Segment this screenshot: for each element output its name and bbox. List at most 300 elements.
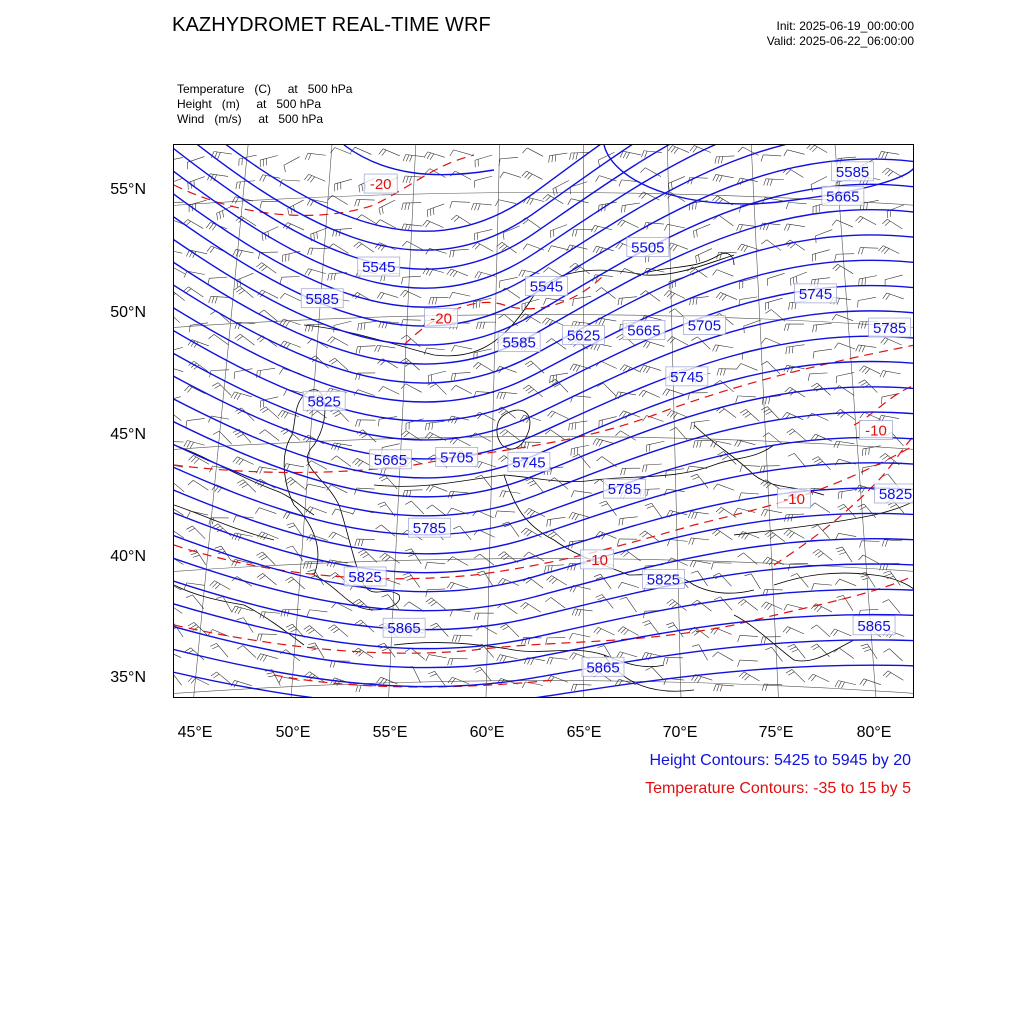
- barb-shaft: [599, 417, 617, 421]
- temperature-contours: [174, 155, 914, 687]
- barb-feather: [286, 464, 289, 470]
- barb-feather: [670, 427, 676, 430]
- wind-barb: [448, 557, 469, 566]
- wind-barb: [882, 600, 900, 614]
- wind-barb: [862, 464, 880, 474]
- barb-shaft: [263, 573, 277, 584]
- barb-feather: [332, 603, 337, 608]
- barb-feather: [572, 654, 576, 660]
- weather-map[interactable]: [173, 144, 914, 698]
- barb-shaft: [838, 533, 856, 536]
- wind-barb: [713, 174, 734, 182]
- barb-feather: [503, 656, 506, 662]
- barb-feather: [769, 560, 773, 565]
- barb-feather: [596, 457, 601, 461]
- barb-feather: [591, 225, 594, 231]
- wind-barb: [786, 345, 805, 354]
- barb-feather: [430, 209, 431, 216]
- barb-feather: [788, 672, 794, 676]
- barb-feather: [522, 637, 524, 644]
- barb-shaft: [503, 604, 518, 614]
- barb-feather: [549, 577, 554, 582]
- barb-feather: [218, 152, 221, 158]
- barb-shaft: [573, 684, 591, 685]
- barb-feather: [376, 525, 382, 529]
- barb-feather: [841, 492, 842, 499]
- barb-feather: [500, 624, 506, 627]
- barb-feather: [784, 150, 787, 156]
- barb-feather: [765, 397, 766, 404]
- barb-feather: [427, 210, 428, 217]
- barb-feather: [862, 578, 869, 580]
- barb-feather: [670, 293, 675, 298]
- barb-feather: [405, 575, 412, 577]
- temperature-contour: [854, 385, 914, 425]
- barb-feather: [403, 176, 405, 183]
- barb-feather: [361, 323, 362, 330]
- wind-barb: [259, 430, 279, 441]
- barb-feather: [811, 644, 817, 647]
- barb-feather: [531, 659, 534, 665]
- wind-barb: [284, 157, 300, 172]
- barb-feather: [782, 412, 786, 417]
- barb-feather: [715, 157, 717, 164]
- barb-feather: [216, 597, 223, 599]
- wind-barb: [738, 599, 758, 610]
- barb-shaft: [383, 149, 400, 156]
- barb-feather: [742, 412, 748, 416]
- barb-shaft: [427, 204, 444, 210]
- barb-feather: [550, 412, 555, 417]
- barb-shaft: [406, 384, 422, 393]
- barb-shaft: [403, 276, 421, 277]
- barb-feather: [503, 393, 505, 400]
- barb-shaft: [479, 461, 496, 467]
- barb-feather: [691, 474, 697, 477]
- barb-feather: [575, 423, 576, 430]
- barb-feather: [645, 151, 647, 158]
- height-contour: [174, 513, 914, 591]
- barb-shaft: [403, 203, 421, 204]
- barb-shaft: [548, 517, 566, 519]
- wind-barb: [690, 560, 711, 567]
- barb-feather: [597, 646, 604, 648]
- field-level: at 500 hPa: [258, 112, 324, 126]
- barb-shaft: [209, 277, 227, 278]
- barb-feather: [212, 518, 214, 525]
- barb-feather: [713, 652, 718, 657]
- barb-shaft: [453, 372, 471, 373]
- wind-barb: [807, 145, 828, 153]
- barb-shaft: [622, 203, 640, 206]
- barb-feather: [830, 629, 834, 635]
- wind-barb: [474, 613, 494, 620]
- wind-barb: [858, 555, 879, 563]
- wind-barb: [696, 249, 712, 263]
- barb-feather: [695, 512, 698, 518]
- wind-barb: [429, 297, 449, 304]
- barb-feather: [789, 303, 790, 310]
- barb-shaft: [266, 407, 279, 419]
- wind-barb: [764, 179, 784, 186]
- wind-barb: [734, 508, 755, 514]
- barb-feather: [739, 672, 744, 677]
- barb-feather: [859, 380, 865, 383]
- barb-shaft: [257, 368, 275, 371]
- wind-barb: [233, 249, 254, 257]
- barb-feather: [212, 225, 216, 231]
- label-text: 5825: [878, 485, 913, 503]
- parallel-line: [174, 680, 914, 693]
- barb-feather: [861, 575, 868, 577]
- barb-feather: [359, 685, 361, 692]
- wind-barb: [183, 287, 203, 297]
- barb-shaft: [770, 531, 784, 542]
- barb-feather: [860, 541, 862, 548]
- barb-shaft: [741, 493, 759, 494]
- wind-barb: [500, 491, 521, 498]
- wind-barb: [811, 644, 830, 657]
- barb-feather: [882, 168, 887, 173]
- barb-feather: [214, 385, 220, 389]
- barb-feather: [380, 505, 387, 508]
- barb-feather: [358, 550, 364, 554]
- barb-feather: [814, 385, 820, 389]
- barb-feather: [569, 633, 572, 639]
- barb-shaft: [384, 643, 395, 657]
- wind-barb: [862, 446, 880, 456]
- barb-shaft: [787, 150, 804, 155]
- barb-feather: [642, 533, 647, 537]
- barb-feather: [597, 344, 600, 350]
- barb-feather: [690, 560, 693, 566]
- barb-feather: [423, 220, 427, 225]
- barb-feather: [792, 346, 793, 353]
- barb-feather: [256, 552, 262, 555]
- wind-barb: [836, 372, 854, 383]
- barb-feather: [186, 289, 191, 294]
- barb-feather: [833, 264, 838, 269]
- barb-feather: [263, 175, 266, 181]
- wind-barb: [598, 202, 616, 212]
- barb-shaft: [452, 202, 470, 203]
- barb-feather: [237, 645, 243, 649]
- wind-barb: [174, 622, 183, 637]
- label-text: 5705: [440, 449, 474, 467]
- barb-feather: [286, 321, 290, 327]
- barb-feather: [760, 223, 762, 230]
- barb-shaft: [860, 216, 876, 225]
- barb-feather: [744, 326, 745, 333]
- barb-feather: [355, 539, 357, 546]
- barb-shaft: [790, 272, 807, 279]
- height-contour-label: [508, 452, 550, 471]
- barb-shaft: [523, 442, 541, 443]
- wind-barb: [689, 538, 709, 545]
- label-text: 5705: [687, 317, 722, 335]
- height-contour-label: [795, 284, 837, 303]
- wind-barb: [784, 224, 805, 231]
- barb-feather: [738, 553, 744, 557]
- barb-shaft: [817, 644, 830, 657]
- barb-feather: [359, 185, 360, 192]
- barb-feather: [719, 176, 722, 182]
- barb-feather: [571, 564, 573, 571]
- wind-barb: [405, 501, 424, 514]
- barb-shaft: [619, 297, 637, 299]
- barb-feather: [184, 386, 189, 391]
- barb-shaft: [426, 421, 444, 423]
- barb-feather: [693, 231, 694, 238]
- barb-shaft: [359, 321, 377, 323]
- wind-barb: [522, 171, 543, 179]
- wind-barb: [305, 484, 326, 490]
- barb-shaft: [794, 453, 806, 467]
- barb-feather: [500, 392, 502, 399]
- barb-feather: [502, 431, 508, 435]
- barb-feather: [615, 679, 619, 685]
- barb-feather: [716, 175, 719, 181]
- barb-shaft: [811, 177, 827, 185]
- barb-feather: [764, 510, 767, 516]
- barb-feather: [186, 250, 189, 256]
- wind-barb: [174, 410, 181, 421]
- barb-feather: [358, 461, 363, 466]
- barb-feather: [256, 263, 261, 267]
- barb-feather: [425, 169, 430, 174]
- barb-shaft: [336, 456, 351, 467]
- barb-feather: [542, 318, 546, 323]
- barb-feather: [232, 197, 235, 203]
- barb-feather: [834, 343, 838, 349]
- barb-feather: [575, 230, 577, 237]
- barb-shaft: [174, 410, 181, 421]
- barb-feather: [286, 546, 293, 548]
- barb-feather: [548, 246, 551, 252]
- barb-feather: [430, 623, 436, 626]
- barb-feather: [615, 431, 620, 436]
- wind-barb: [329, 532, 350, 540]
- wind-barb: [688, 178, 708, 185]
- barb-shaft: [885, 275, 902, 280]
- wind-barb: [332, 509, 353, 515]
- barb-feather: [885, 574, 892, 576]
- wind-barb: [859, 276, 877, 286]
- barb-shaft: [788, 168, 803, 177]
- meridian-line: [486, 145, 500, 698]
- barb-feather: [212, 524, 218, 528]
- barb-feather: [332, 509, 336, 515]
- barb-feather: [740, 465, 742, 472]
- label-text: 5785: [607, 481, 642, 499]
- barb-feather: [738, 660, 740, 667]
- barb-feather: [691, 422, 692, 429]
- barb-feather: [881, 338, 885, 343]
- barb-shaft: [789, 529, 805, 538]
- barb-shaft: [310, 610, 328, 612]
- wind-barb: [379, 475, 397, 489]
- wind-barb: [174, 218, 184, 226]
- barb-feather: [573, 365, 577, 371]
- wind-barb: [883, 293, 904, 300]
- barb-shaft: [814, 323, 832, 325]
- barb-shaft: [552, 576, 567, 586]
- barb-feather: [235, 334, 241, 338]
- barb-feather: [553, 375, 554, 382]
- barb-shaft: [717, 530, 732, 540]
- barb-feather: [354, 242, 359, 247]
- barb-feather: [550, 519, 551, 526]
- wind-barb: [308, 643, 324, 658]
- barb-feather: [475, 244, 480, 249]
- wind-barb: [572, 229, 592, 236]
- height-contour-label: [875, 484, 915, 503]
- wind-barb: [520, 314, 540, 323]
- barb-shaft: [717, 270, 734, 277]
- barb-feather: [259, 554, 265, 557]
- barb-feather: [885, 221, 890, 226]
- barb-shaft: [311, 228, 328, 234]
- barb-feather: [672, 603, 678, 607]
- barb-feather: [234, 372, 235, 379]
- barb-feather: [763, 557, 767, 562]
- barb-feather: [869, 448, 870, 455]
- barb-feather: [738, 441, 742, 447]
- barb-feather: [880, 371, 883, 377]
- wind-barb: [543, 268, 563, 277]
- barb-shaft: [550, 225, 567, 231]
- barb-feather: [626, 153, 629, 159]
- barb-shaft: [336, 509, 353, 514]
- barb-feather: [761, 155, 763, 162]
- barb-feather: [720, 369, 722, 376]
- barb-feather: [596, 439, 600, 445]
- parallel-line: [174, 558, 914, 571]
- barb-feather: [570, 364, 574, 370]
- barb-shaft: [744, 672, 760, 681]
- barb-feather: [837, 504, 843, 507]
- barb-feather: [207, 246, 211, 252]
- barb-shaft: [838, 157, 856, 158]
- barb-feather: [430, 384, 436, 388]
- barb-feather: [476, 322, 478, 329]
- label-text: 5585: [305, 290, 339, 308]
- barb-shaft: [788, 627, 804, 634]
- barb-feather: [239, 182, 240, 189]
- barb-feather: [499, 244, 505, 248]
- barb-feather: [401, 384, 406, 389]
- wind-barb: [569, 421, 588, 430]
- barb-feather: [308, 570, 315, 572]
- barb-feather: [543, 268, 548, 273]
- barb-shaft: [671, 243, 688, 249]
- barb-feather: [400, 290, 405, 295]
- barb-shaft: [864, 679, 881, 685]
- barb-shaft: [818, 457, 830, 470]
- barb-feather: [307, 562, 309, 569]
- height-contour: [174, 640, 914, 687]
- barb-feather: [527, 531, 532, 536]
- wind-barb: [280, 277, 300, 285]
- barb-feather: [309, 630, 315, 634]
- barb-feather: [432, 423, 433, 430]
- barb-feather: [890, 210, 891, 217]
- barb-feather: [451, 385, 456, 390]
- barb-feather: [669, 309, 675, 313]
- wind-barb: [786, 669, 805, 682]
- border-line: [174, 445, 314, 515]
- barb-feather: [426, 598, 432, 602]
- barb-feather: [569, 153, 571, 160]
- barb-feather: [816, 325, 817, 332]
- barb-feather: [568, 199, 571, 205]
- barb-shaft: [240, 334, 254, 345]
- barb-feather: [647, 489, 649, 496]
- barb-feather: [500, 491, 503, 497]
- wind-barb: [520, 602, 540, 612]
- barb-feather: [807, 145, 812, 149]
- barb-feather: [426, 655, 429, 661]
- barb-feather: [617, 539, 619, 546]
- barb-shaft: [407, 241, 423, 250]
- wind-barb: [210, 643, 228, 657]
- barb-feather: [429, 270, 432, 276]
- barb-feather: [188, 480, 193, 485]
- barb-shaft: [174, 311, 180, 323]
- barb-feather: [767, 605, 771, 610]
- wind-barb: [640, 168, 661, 177]
- barb-feather: [215, 584, 220, 589]
- barb-feather: [220, 212, 221, 219]
- barb-feather: [640, 168, 645, 173]
- wind-barb: [883, 671, 903, 680]
- barb-feather: [187, 441, 191, 447]
- barb-feather: [210, 581, 215, 586]
- wind-barb: [450, 610, 470, 617]
- barb-feather: [329, 532, 334, 537]
- height-contour-label: [369, 450, 411, 469]
- barb-shaft: [211, 370, 229, 371]
- barb-feather: [762, 398, 763, 405]
- barb-shaft: [334, 228, 352, 229]
- barb-shaft: [572, 633, 590, 637]
- lon-tick-label: 50°E: [275, 724, 311, 741]
- lon-tick-label: 55°E: [372, 724, 408, 741]
- barb-feather: [548, 532, 554, 536]
- barb-feather: [473, 302, 474, 309]
- barb-shaft: [217, 643, 229, 657]
- wind-barb: [378, 643, 395, 657]
- barb-feather: [430, 154, 434, 160]
- barb-feather: [448, 491, 450, 498]
- barb-feather: [696, 230, 697, 237]
- barb-feather: [239, 482, 245, 486]
- barb-shaft: [767, 273, 784, 278]
- field-level: at 500 hPa: [287, 82, 353, 96]
- barb-feather: [454, 373, 455, 380]
- barb-feather: [883, 571, 890, 573]
- wind-barb: [860, 412, 881, 419]
- barb-feather: [308, 643, 315, 645]
- barb-feather: [530, 483, 536, 486]
- wind-barb: [189, 323, 208, 332]
- wind-barb: [621, 468, 641, 475]
- barb-shaft: [839, 489, 857, 492]
- barb-feather: [527, 442, 529, 449]
- barb-feather: [786, 347, 787, 354]
- barb-shaft: [531, 361, 544, 373]
- barb-feather: [714, 629, 718, 635]
